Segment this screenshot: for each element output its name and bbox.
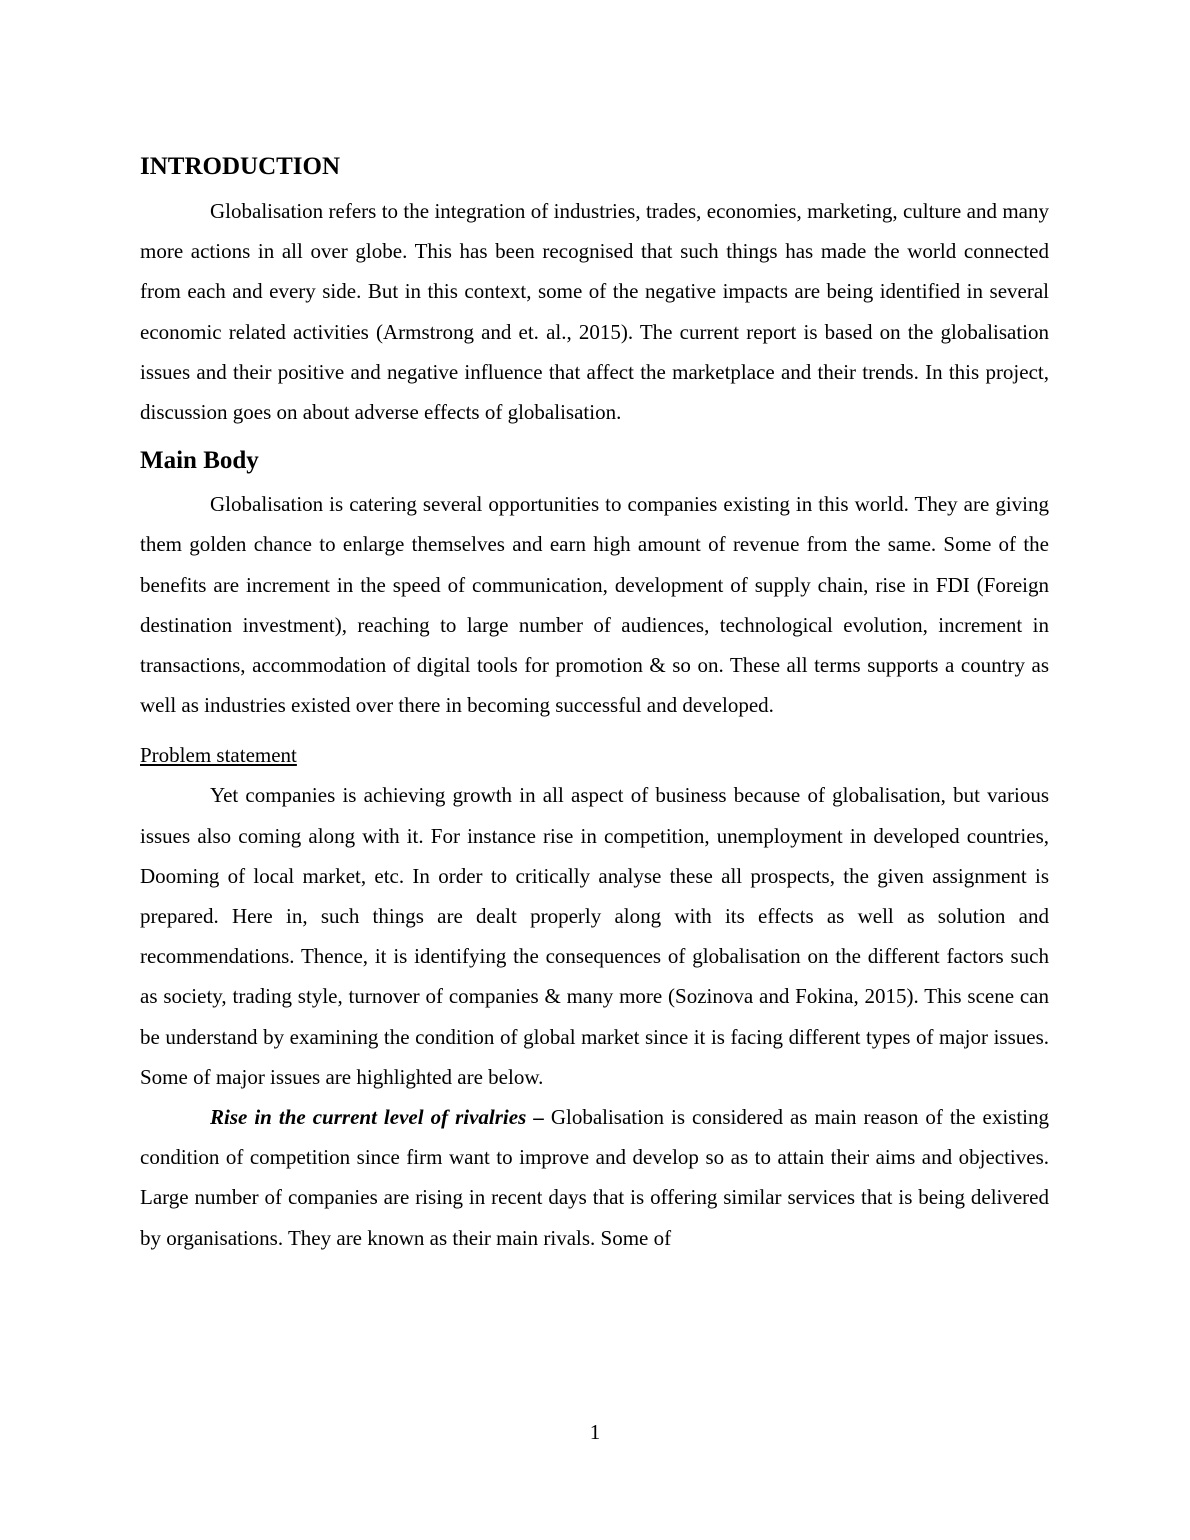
document-page <box>140 150 1049 1258</box>
rivalries-text: Globalisation is considered as main reason of the existing condition of competition since firm want to improve and develop so as to attain their aims and objectives. Large number of companies are rising in recent days that is offering similar services that is being delivered by organisations. They are known as their main rivals. Some of <box>140 1105 1050 1250</box>
rivalries-dash: – <box>526 1105 544 1130</box>
main-body-paragraph: Globalisation is catering several opportunities to companies existing in this world. They are giving them golden chance to enlarge themselves and earn high amount of revenue from the same. Some of the benefits are increment in the speed of communication, development of supply chain, rise in FDI (Foreign destination investment), reaching to large number of audiences, technological evolution, increment in transactions, accommodation of digital tools for promotion & so on. These all terms supports a country as well as industries existed over there in becoming successful and developed. <box>140 492 1049 718</box>
page-number: 1 <box>589 1420 601 1444</box>
rivalries-lead-term: Rise in the current level of rivalries <box>210 1105 527 1130</box>
main-body-heading: Main Body <box>140 447 259 475</box>
introduction-heading: INTRODUCTION <box>140 153 341 180</box>
problem-statement-heading: Problem statement <box>140 743 297 768</box>
problem-statement-paragraph: Yet companies is achieving growth in all aspect of business because of globalisation, but various issues also coming along with it. For instance rise in competition, unemployment in developed countries, Dooming of local market, etc. In order to critically analyse these all prospects, the given assignment is prepared. Here in, such things are dealt properly along with its effects as well as solution and recommendations. Thence, it is identifying the consequences of globalisation on the different factors such as society, trading style, turnover of companies & many more (Sozinova and Fokina, 2015). This scene can be understand by examining the condition of global market since it is facing different types of major issues. Some of major issues are highlighted are below. <box>140 783 1049 1089</box>
rivalries-paragraph <box>140 1097 1049 1258</box>
introduction-paragraph: Globalisation refers to the integration of industries, trades, economies, marketing, culture and many more actions in all over globe. This has been recognised that such things has made the world connected from each and every side. But in this context, some of the negative impacts are being identified in several economic related activities (Armstrong and et. al., 2015). The current report is based on the globalisation issues and their positive and negative influence that affect the marketplace and their trends. In this project, discussion goes on about adverse effects of globalisation. <box>140 199 1049 425</box>
